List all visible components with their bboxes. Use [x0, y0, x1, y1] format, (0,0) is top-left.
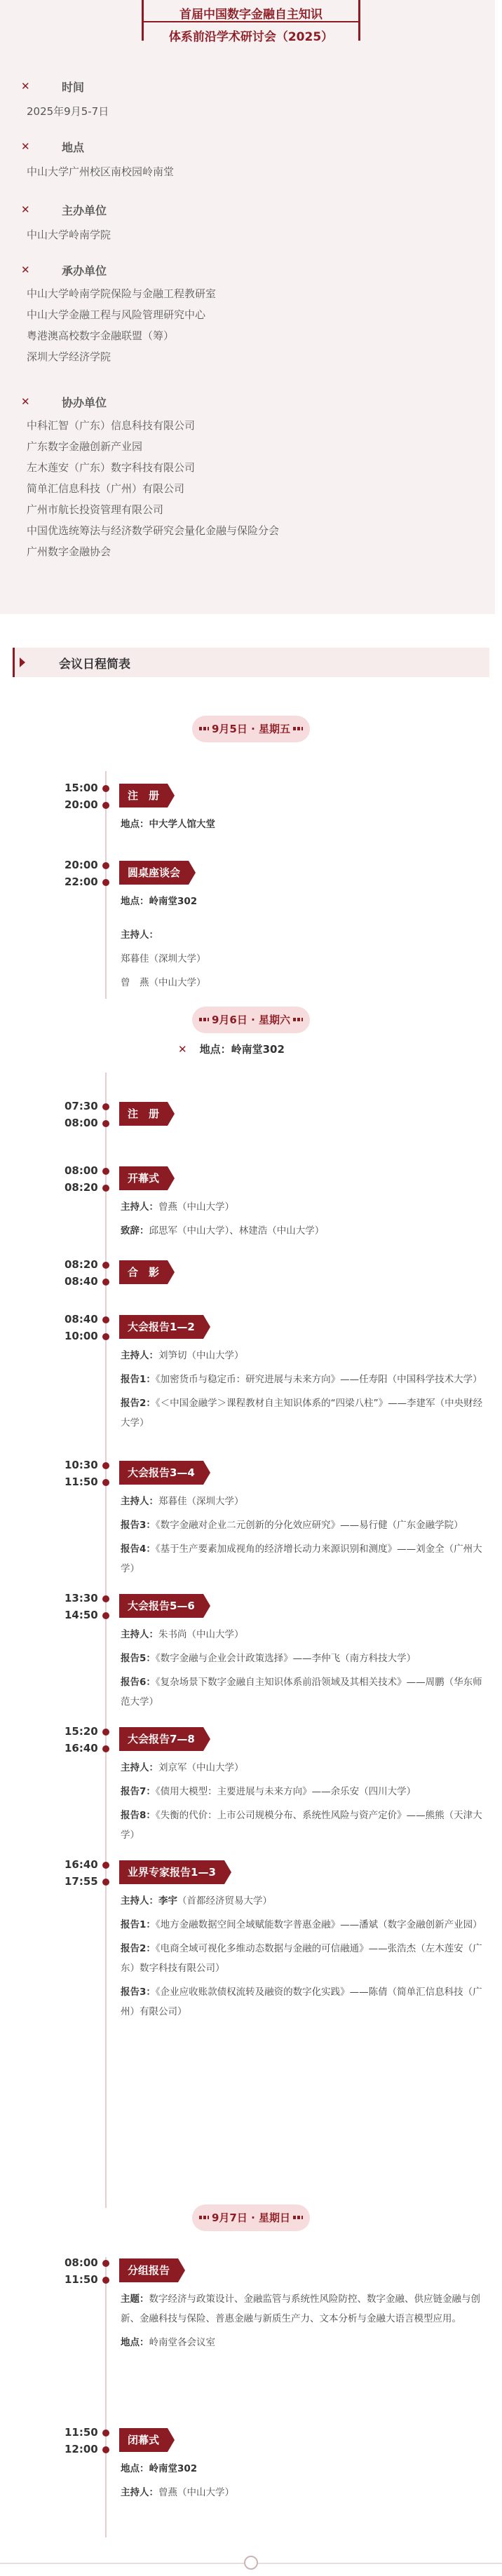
- session-line: 报告1：《地方金融数据空间全域赋能数字普惠金融》——潘斌（数字金融创新产业园）: [121, 1919, 482, 1930]
- time-range: [65, 1256, 101, 1290]
- session-line: 地点：岭南堂302: [121, 2463, 198, 2474]
- section-title: 地点: [62, 140, 85, 154]
- cross-icon: ✕: [21, 264, 30, 276]
- session-line: 地点：岭南堂302: [121, 896, 198, 907]
- time-range: [65, 2424, 101, 2458]
- session-line: 郑暮佳（深圳大学）: [121, 953, 206, 965]
- time-range: [65, 1723, 101, 1757]
- session-tag: 闭幕式: [119, 2428, 168, 2452]
- footer-ornament: [244, 2556, 258, 2570]
- start-time: 08:40: [65, 1313, 98, 1326]
- timeline-dot: [102, 1168, 109, 1175]
- timeline-dot: [102, 1120, 109, 1127]
- section-line: 中科汇智（广东）信息科技有限公司: [27, 419, 196, 432]
- time-range: [65, 779, 101, 813]
- timeline-dot: [102, 1462, 109, 1469]
- time-range: [65, 1856, 101, 1890]
- session-line: 报告6：《复杂场景下数字金融自主知识体系前沿领域及其相关技术》——周鹏（华东师范大学）: [121, 1677, 482, 1708]
- timeline-dot: [102, 2277, 109, 2284]
- section-line: 左木莲安（广东）数字科技有限公司: [27, 461, 196, 474]
- timeline-dot: [102, 1479, 109, 1486]
- session-tag: 开幕式: [119, 1166, 168, 1190]
- section-line: 中国优选统筹法与经济数学研究会量化金融与保险分会: [27, 524, 280, 537]
- time-range: [65, 1590, 101, 1623]
- section-line: 广东数字金融创新产业园: [27, 440, 143, 453]
- day-pill-1: 9月5日 · 星期五: [192, 716, 310, 742]
- timeline-dot: [102, 802, 109, 809]
- start-time: 20:00: [65, 859, 98, 871]
- start-time: 08:00: [65, 1164, 98, 1177]
- session-details: [121, 1197, 485, 1245]
- timeline-dot: [102, 1279, 109, 1286]
- agenda-title: 会议日程简表: [59, 657, 130, 672]
- session-line: 主持人：: [121, 929, 158, 941]
- title-line-1: 首届中国数字金融自主知识: [179, 8, 323, 22]
- title-line-2: 体系前沿学术研讨会（2025）: [168, 30, 334, 44]
- timeline-dot: [102, 1879, 109, 1886]
- title-frame: [137, 0, 365, 49]
- timeline-dot: [102, 1185, 109, 1192]
- end-time: 20:00: [65, 798, 98, 811]
- session-line: 报告2：《＜中国金融学＞课程教材自主知识体系的“四梁八柱”》——李建军（中央财经大学）: [121, 1398, 483, 1429]
- start-time: 08:00: [65, 2256, 98, 2269]
- end-time: 11:50: [65, 1476, 98, 1488]
- start-time: 07:30: [65, 1100, 98, 1112]
- session-details: [121, 892, 485, 997]
- session-tag: 大会报告7—8: [119, 1727, 203, 1751]
- section-line: 2025年9月5-7日: [27, 105, 109, 118]
- session-line: 报告1：《加密货币与稳定币：研究进展与未来方向》——任寿阳（中国科学技术大学）: [121, 1374, 482, 1385]
- session-line: 报告8：《失衡的代价：上市公司规模分布、系统性风险与资产定价》——熊熊（天津大学）: [121, 1810, 482, 1841]
- session-line: 主持人：刘京军（中山大学）: [121, 1762, 244, 1773]
- cross-icon: ✕: [21, 80, 30, 93]
- timeline-dot: [102, 1595, 109, 1602]
- session-tag: 合 影: [119, 1260, 168, 1284]
- session-line: 地点：岭南堂各会议室: [121, 2337, 215, 2348]
- section-host: [21, 200, 470, 245]
- session-details: [121, 1346, 485, 1437]
- session-tag: 业界专家报告1—3: [119, 1860, 224, 1884]
- session-line: 主持人：朱书尚（中山大学）: [121, 1629, 244, 1640]
- section-co-organizer: [21, 393, 470, 562]
- start-time: 11:50: [65, 2426, 98, 2439]
- session-tag: 分组报告: [119, 2258, 178, 2282]
- time-range: [65, 1311, 101, 1344]
- session-details: [121, 2459, 485, 2507]
- session-details: [121, 1758, 485, 1849]
- session-line: 主持人：刘笋切（中山大学）: [121, 1350, 244, 1361]
- session-tag: 注 册: [119, 784, 168, 807]
- session-tag: 大会报告5—6: [119, 1594, 203, 1618]
- session-line: 致辞：邱思军（中山大学）、林建浩（中山大学）: [121, 1225, 325, 1236]
- section-time: [21, 77, 470, 122]
- day-pill-2: 9月6日 · 星期六: [192, 1007, 310, 1033]
- session-details: [121, 815, 485, 838]
- time-range: [65, 1457, 101, 1490]
- session-line: 主持人：曾燕（中山大学）: [121, 1201, 234, 1213]
- time-range: [65, 2254, 101, 2288]
- timeline-dot: [102, 1612, 109, 1619]
- section-line: 广州数字金融协会: [27, 545, 111, 558]
- start-time: 15:20: [65, 1725, 98, 1738]
- triangle-icon: [20, 657, 25, 667]
- day-pill-3: 9月7日 · 星期日: [192, 2204, 310, 2231]
- session-tag: 大会报告1—2: [119, 1315, 203, 1339]
- session-line: 主持人：曾燕（中山大学）: [121, 2487, 234, 2498]
- section-title: 主办单位: [62, 203, 107, 217]
- session-details: [121, 2289, 485, 2357]
- end-time: 08:00: [65, 1117, 98, 1129]
- day-venue-label: 地点：岭南堂302: [199, 1043, 285, 1056]
- session-line: 报告4：《基于生产要素加成视角的经济增长动力来源识别和测度》——刘金全（广州大学）: [121, 1543, 482, 1574]
- agenda-heading: [13, 648, 489, 677]
- timeline-dot: [102, 1103, 109, 1110]
- session-tag: 大会报告3—4: [119, 1461, 203, 1485]
- session-line: 主持人：李宇（首都经济贸易大学）: [121, 1895, 272, 1907]
- end-time: 14:50: [65, 1609, 98, 1621]
- end-time: 08:40: [65, 1275, 98, 1288]
- session-line: 主题：数字经济与政策设计、金融监管与系统性风险防控、数字金融、供应链金融与创新、金融科技与保险、普惠金融与新质生产力、文本分析与金融大语言模型应用。: [121, 2294, 480, 2324]
- session-line: [121, 915, 485, 921]
- section-line: 简单汇信息科技（广州）有限公司: [27, 482, 185, 495]
- timeline-dot: [102, 2260, 109, 2267]
- timeline-dot: [102, 879, 109, 886]
- time-range: [65, 1162, 101, 1196]
- timeline-dot: [102, 2446, 109, 2453]
- session-line: 曾 燕（中山大学）: [121, 977, 206, 988]
- start-time: 08:20: [65, 1258, 98, 1271]
- section-title: 承办单位: [62, 264, 107, 278]
- end-time: 12:00: [65, 2443, 98, 2455]
- session-details: [121, 1625, 485, 1716]
- end-time: 16:40: [65, 1742, 98, 1754]
- agenda-heading-bar: [13, 648, 15, 677]
- day-venue: [178, 1042, 346, 1056]
- session-tag: 注 册: [119, 1102, 168, 1126]
- session-tag: 圆桌座谈会: [119, 861, 189, 885]
- session-line: 报告2：《电商全域可视化多维动态数据与金融的可信融通》——张浩杰（左木莲安（广东）数字科技有限公司）: [121, 1943, 482, 1974]
- section-title: 协办单位: [62, 395, 107, 409]
- start-time: 10:30: [65, 1459, 98, 1471]
- timeline-dot: [102, 2430, 109, 2437]
- time-range: [65, 857, 101, 890]
- timeline-dot: [102, 1316, 109, 1323]
- section-line: 广州市航长投资管理有限公司: [27, 503, 164, 516]
- start-time: 15:00: [65, 782, 98, 794]
- timeline-dot: [102, 1862, 109, 1869]
- end-time: 11:50: [65, 2273, 98, 2286]
- session-line: 报告5：《数字金融与企业会计政策选择》——李仲飞（南方科技大学）: [121, 1653, 416, 1664]
- timeline-line: [105, 1072, 107, 2208]
- timeline-dot: [102, 1333, 109, 1340]
- start-time: 13:30: [65, 1592, 98, 1604]
- timeline-dot: [102, 1729, 109, 1736]
- timeline-dot: [102, 1262, 109, 1269]
- session-line: 报告3：《数字金融对企业二元创新的分化效应研究》——易行健（广东金融学院）: [121, 1520, 463, 1531]
- timeline-dot: [102, 785, 109, 792]
- cross-icon: ✕: [21, 395, 30, 408]
- session-line: 报告7：《债用大模型：主要进展与未来方向》——余乐安（四川大学）: [121, 1786, 416, 1797]
- section-title: 时间: [62, 80, 85, 94]
- session-details: [121, 1492, 485, 1583]
- end-time: 08:20: [65, 1181, 98, 1194]
- section-line: 中山大学岭南学院保险与金融工程教研室: [27, 287, 217, 300]
- info-card: [0, 0, 502, 614]
- section-organizer: [21, 261, 470, 367]
- cross-icon: ✕: [178, 1043, 187, 1056]
- cross-icon: ✕: [21, 140, 30, 153]
- end-time: 17:55: [65, 1875, 98, 1888]
- timeline-line: [105, 2257, 107, 2537]
- cross-icon: ✕: [21, 203, 30, 216]
- section-venue: [21, 137, 470, 182]
- section-line: 中山大学岭南学院: [27, 229, 111, 241]
- session-line: 主持人：郑暮佳（深圳大学）: [121, 1496, 244, 1507]
- section-line: 中山大学金融工程与风险管理研究中心: [27, 308, 206, 321]
- end-time: 22:00: [65, 875, 98, 888]
- session-details: [121, 1891, 485, 2026]
- time-range: [65, 1098, 101, 1131]
- session-line: 地点：中大学人馆大堂: [121, 819, 215, 830]
- session-line: 报告3：《企业应收账款债权流转及融资的数字化实践》——陈倩（简单汇信息科技（广州）有限公司）: [121, 1986, 482, 2017]
- timeline-dot: [102, 862, 109, 869]
- timeline-dot: [102, 1745, 109, 1752]
- section-line: 粤港澳高校数字金融联盟（筹）: [27, 329, 175, 342]
- end-time: 10:00: [65, 1330, 98, 1342]
- section-line: 中山大学广州校区南校园岭南堂: [27, 165, 175, 178]
- start-time: 16:40: [65, 1858, 98, 1871]
- section-line: 深圳大学经济学院: [27, 350, 111, 363]
